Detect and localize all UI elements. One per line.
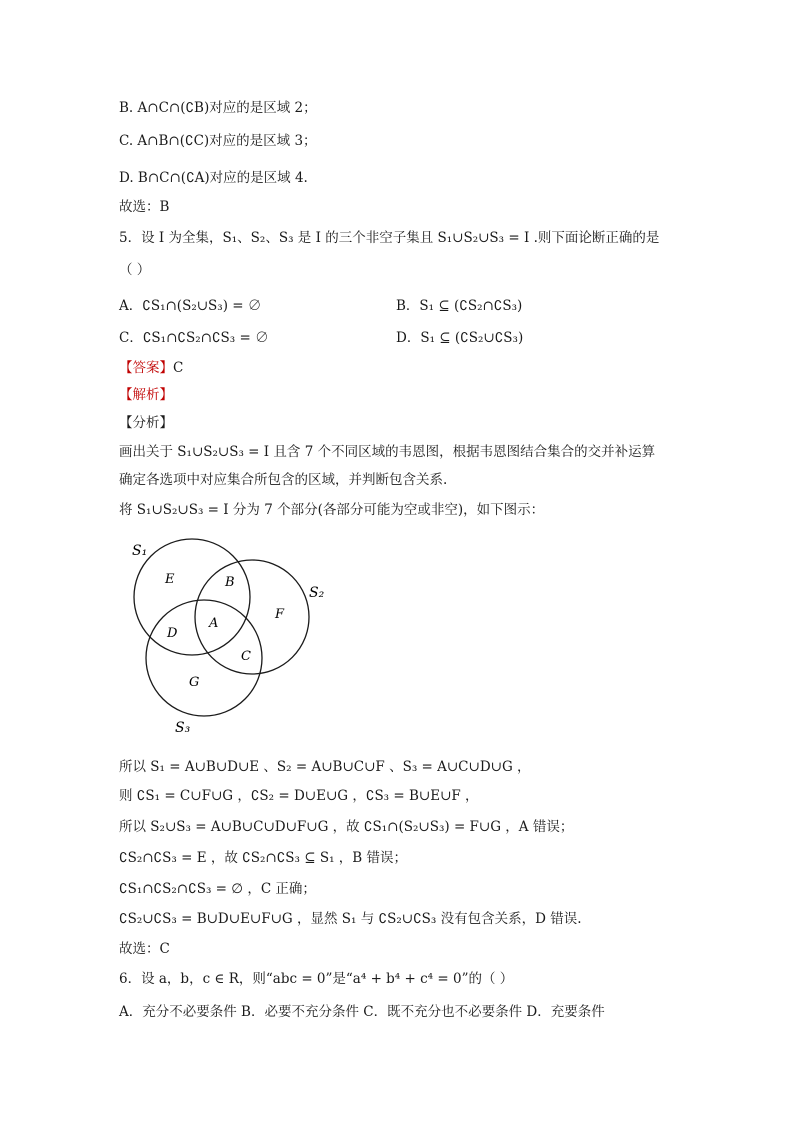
answer-final: 故选：C	[119, 941, 170, 957]
region-f: F	[275, 607, 285, 622]
solution-line-1: 所以 S₁ = A∪B∪D∪E 、S₂ = A∪B∪C∪F 、S₃ = A∪C∪D∪G ，	[119, 759, 531, 775]
paragraph-2: 确定各选项中对应集合所包含的区域，并判断包含关系.	[119, 472, 448, 488]
solution-line-2: 则 ∁S₁ = C∪F∪G ，∁S₂ = D∪E∪G ，∁S₃ = B∪E∪F ，	[119, 788, 479, 804]
region-c: C	[241, 649, 251, 664]
region-b: B	[225, 575, 235, 590]
option-c-line: C. A∩B∩(∁C)对应的是区域 3；	[119, 133, 317, 149]
answer-previous: 故选：B	[119, 199, 170, 215]
q5-option-b: B．S₁ ⊆ (∁S₂∩∁S₃)	[396, 298, 523, 314]
solution-line-5: ∁S₁∩∁S₂∩∁S₃ = ∅ ，C 正确；	[119, 881, 316, 897]
region-d: D	[167, 626, 178, 641]
q5-option-c: C．∁S₁∩∁S₂∩∁S₃ = ∅	[119, 330, 269, 346]
circle-s1	[134, 539, 250, 655]
fenxi-tag: 【分析】	[119, 415, 173, 431]
paragraph-3: 将 S₁∪S₂∪S₃ = I 分为 7 个部分(各部分可能为空或非空)，如下图示：	[119, 502, 545, 518]
option-d-line: D. B∩C∩(∁A)对应的是区域 4.	[119, 170, 308, 186]
answer-line	[119, 358, 183, 378]
label-s1: S₁	[132, 543, 148, 559]
venn-diagram	[120, 535, 340, 740]
region-e: E	[165, 572, 175, 587]
paragraph-1: 画出关于 S₁∪S₂∪S₃ = I 且含 7 个不同区域的韦恩图，根据韦恩图结合集合的交并补运算	[119, 444, 656, 460]
label-s2: S₂	[309, 585, 325, 601]
region-a: A	[209, 616, 219, 631]
question-6-stem: 6．设 a，b，c ∈ R，则“abc = 0”是“a⁴ + b⁴ + c⁴ = 0”的（ ）	[119, 971, 514, 987]
q5-option-d: D．S₁ ⊆ (∁S₂∪∁S₃)	[396, 330, 524, 346]
answer-tag: 【答案】	[119, 360, 173, 376]
question-5-stem: 5．设 I 为全集，S₁、S₂、S₃ 是 I 的三个非空子集且 S₁∪S₂∪S₃ = I .则下面论断正确的是	[119, 230, 660, 246]
answer-value: C	[173, 360, 184, 376]
solution-line-4: ∁S₂∩∁S₃ = E ，故 ∁S₂∩∁S₃ ⊆ S₁ ，B 错误；	[119, 850, 408, 866]
solution-line-3: 所以 S₂∪S₃ = A∪B∪C∪D∪F∪G ，故 ∁S₁∩(S₂∪S₃) = F∪G ，A 错误；	[119, 819, 574, 835]
option-b-line: B. A∩C∩(∁B)对应的是区域 2；	[119, 100, 317, 116]
question-6-options: A．充分不必要条件 B．必要不充分条件 C．既不充分也不必要条件 D．充要条件	[119, 1004, 605, 1020]
q5-option-a: A．∁S₁∩(S₂∪S₃) = ∅	[119, 298, 262, 314]
label-s3: S₃	[175, 720, 191, 736]
analysis-tag: 【解析】	[119, 387, 173, 403]
region-g: G	[189, 675, 200, 690]
question-5-paren: （ ）	[119, 262, 151, 278]
solution-line-6: ∁S₂∪∁S₃ = B∪D∪E∪F∪G ，显然 S₁ 与 ∁S₂∪∁S₃ 没有包含关系，D 错误.	[119, 911, 582, 927]
